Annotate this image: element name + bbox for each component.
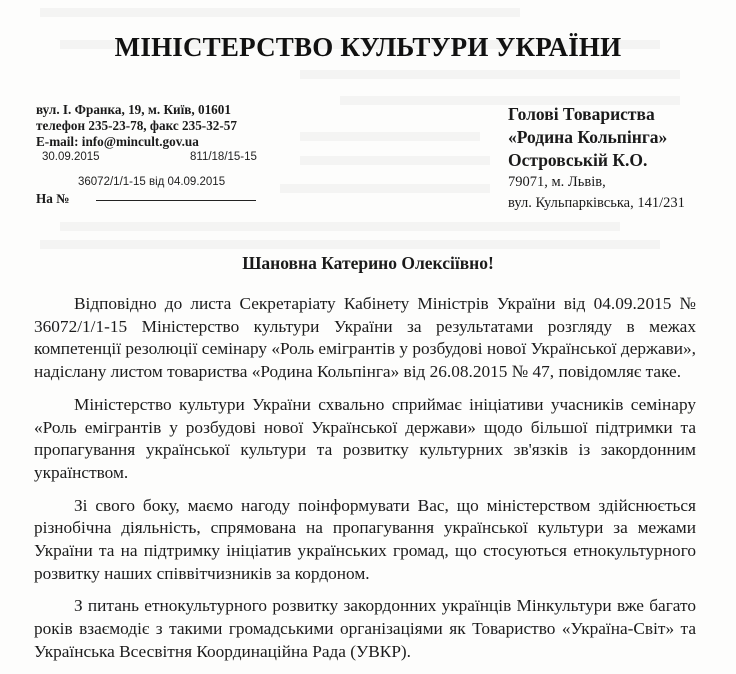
addressee-city: 79071, м. Львів, — [508, 174, 606, 190]
addressee-line2: «Родина Кольпінга» — [508, 127, 668, 147]
sender-email: E-mail: info@mincult.gov.ua — [36, 134, 199, 149]
letter-body — [34, 293, 696, 674]
salutation: Шановна Катерино Олексіївно! — [242, 253, 494, 273]
ministry-title: МІНІСТЕРСТВО КУЛЬТУРИ УКРАЇНИ — [114, 32, 622, 62]
outgoing-number-stamp: 811/18/15-15 — [190, 151, 257, 163]
addressee-block — [508, 103, 685, 214]
addressee-street: вул. Кульпарківська, 141/231 — [508, 195, 685, 211]
paragraph-2: Міністерство культури України схвально сприймає ініціативи учасників семінару «Роль емігрантів у розбудові нової Української держави» щодо більшої підтримки та пропагування української культури та розвитку культурних зв'язків із закордонним українством. — [34, 394, 696, 482]
incoming-number-label: На № — [36, 191, 70, 206]
addressee-name: Островській К.О. — [508, 150, 648, 170]
paragraph-3: Зі свого боку, маємо нагоду поінформувати Вас, що міністерством здійснюється різнобічна діяльність, спрямована на пропагування української культури за межами України та на підтримку ініціатив українських громад, що стосуються етнокультурного розвитку наших співвітчизників за кордоном. — [34, 495, 696, 583]
incoming-number-line — [96, 200, 256, 201]
outgoing-date-stamp: 30.09.2015 — [42, 151, 100, 163]
sender-phone: телефон 235-23-78, факс 235-32-57 — [36, 118, 237, 133]
sender-block — [36, 102, 237, 150]
sender-address: вул. І. Франка, 19, м. Київ, 01601 — [36, 102, 231, 117]
paragraph-1: Відповідно до листа Секретаріату Кабінету Міністрів України від 04.09.2015 № 36072/1/1-15 Міністерство культури України за результатами розгляду в межах компетенції резолюції семінару «Роль емігрантів у розбудові нової Української держави», надіслану листом товариства «Родина Кольпінга» від 26.08.2015 № 47, повідомляє таке. — [34, 294, 696, 382]
addressee-line1: Голові Товариства — [508, 104, 655, 124]
reference-stamp: 36072/1/1-15 від 04.09.2015 — [78, 176, 226, 188]
paragraph-4: З питань етнокультурного розвитку закордонних українців Мінкультури вже багато років взаємодіє з такими громадськими організаціями як Товариство «Україна-Світ» та Українська Всесвітня Координаційна Рада (УВКР). — [34, 596, 696, 661]
